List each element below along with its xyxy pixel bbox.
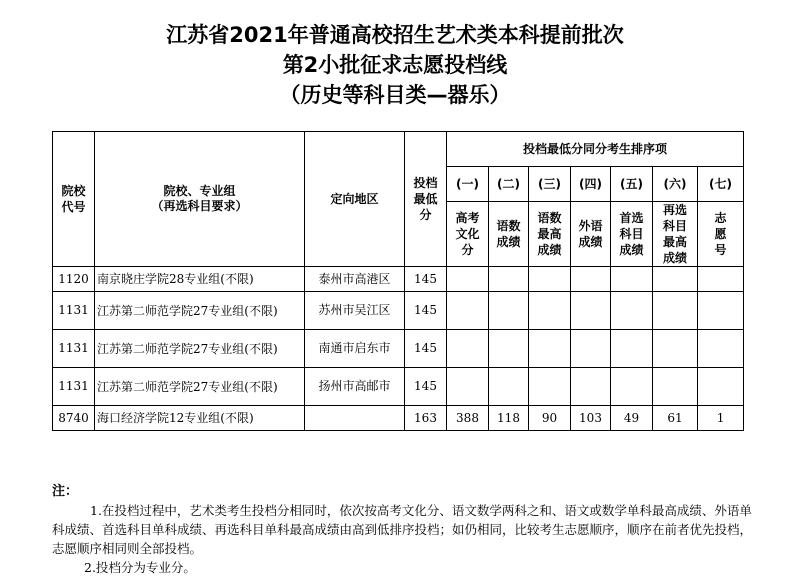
cell-tiebreak: [529, 330, 571, 368]
header-tiebreak-item: 语数最高成绩: [529, 202, 571, 267]
header-tiebreak-number: (六): [653, 167, 698, 202]
cell-name: 江苏第二师范学院27专业组(不限): [95, 368, 305, 406]
cell-tiebreak: [489, 292, 529, 330]
document-title: [0, 20, 790, 110]
cell-tiebreak: [611, 292, 653, 330]
cell-region: 泰州市高港区: [305, 267, 405, 292]
header-name: [95, 132, 305, 267]
header-tiebreak-item: 外语成绩: [571, 202, 611, 267]
cell-tiebreak: [653, 368, 698, 406]
notes-section: [52, 482, 752, 577]
header-tiebreak-item: 首选科目成绩: [611, 202, 653, 267]
header-tiebreak-item: 语数成绩: [489, 202, 529, 267]
cell-tiebreak: [653, 330, 698, 368]
cell-code: 1131: [53, 368, 95, 406]
header-code: 院校代号: [53, 132, 95, 267]
cell-name: 南京晓庄学院28专业组(不限): [95, 267, 305, 292]
header-tiebreak-group: 投档最低分同分考生排序项: [447, 132, 744, 167]
cell-tiebreak: 1: [698, 406, 744, 431]
cell-tiebreak: [529, 368, 571, 406]
cell-tiebreak: 388: [447, 406, 489, 431]
cell-tiebreak: [447, 330, 489, 368]
cell-min-score: 163: [405, 406, 447, 431]
cell-tiebreak: [611, 267, 653, 292]
notes-label: 注：: [52, 484, 79, 499]
cell-code: 1131: [53, 330, 95, 368]
cell-tiebreak: [571, 292, 611, 330]
cell-region: [305, 406, 405, 431]
cell-tiebreak: 49: [611, 406, 653, 431]
cell-tiebreak: [489, 330, 529, 368]
cell-tiebreak: [653, 292, 698, 330]
cell-tiebreak: [489, 368, 529, 406]
cell-tiebreak: 90: [529, 406, 571, 431]
header-tiebreak-item: 志愿号: [698, 202, 744, 267]
cell-tiebreak: [571, 368, 611, 406]
cell-tiebreak: [489, 267, 529, 292]
cell-min-score: 145: [405, 267, 447, 292]
title-line-2: 第2小批征求志愿投档线: [282, 53, 508, 77]
cell-code: 1131: [53, 292, 95, 330]
cell-tiebreak: [529, 267, 571, 292]
header-name-line2: （再选科目要求）: [151, 199, 248, 213]
cell-tiebreak: [447, 368, 489, 406]
cell-tiebreak: [447, 292, 489, 330]
header-region: 定向地区: [305, 132, 405, 267]
cell-tiebreak: 61: [653, 406, 698, 431]
cell-tiebreak: [529, 292, 571, 330]
header-name-line1: 院校、专业组: [163, 184, 236, 198]
title-line-3: （历史等科目类—器乐）: [279, 83, 511, 107]
cell-tiebreak: [611, 368, 653, 406]
cell-region: 苏州市吴江区: [305, 292, 405, 330]
header-tiebreak-item: 再选科目最高成绩: [653, 202, 698, 267]
cell-tiebreak: [571, 267, 611, 292]
cell-min-score: 145: [405, 368, 447, 406]
admission-score-table: [52, 131, 744, 431]
header-tiebreak-number: (三): [529, 167, 571, 202]
cell-tiebreak: 103: [571, 406, 611, 431]
table-row: [53, 406, 744, 431]
cell-tiebreak: [611, 330, 653, 368]
header-tiebreak-item: 高考文化分: [447, 202, 489, 267]
header-tiebreak-number: (二): [489, 167, 529, 202]
cell-tiebreak: [653, 267, 698, 292]
table-row: [53, 292, 744, 330]
cell-tiebreak: [571, 330, 611, 368]
cell-region: 扬州市高邮市: [305, 368, 405, 406]
table-row: [53, 267, 744, 292]
table-row: [53, 330, 744, 368]
cell-min-score: 145: [405, 330, 447, 368]
cell-min-score: 145: [405, 292, 447, 330]
cell-code: 1120: [53, 267, 95, 292]
note-item: 1.在投档过程中，艺术类考生投档分相同时，依次按高考文化分、语文数学两科之和、语文或数学单科最高成绩、外语单科成绩、首选科目单科成绩、再选科目单科最高成绩由高到低排序投档；如仍相同，比较考生志愿顺序，顺序在前者优先投档，志愿顺序相同则全部投档。: [52, 503, 753, 556]
cell-code: 8740: [53, 406, 95, 431]
cell-tiebreak: 118: [489, 406, 529, 431]
cell-tiebreak: [698, 292, 744, 330]
title-line-1: 江苏省2021年普通高校招生艺术类本科提前批次: [166, 23, 624, 47]
header-tiebreak-number: (七): [698, 167, 744, 202]
header-tiebreak-number: (一): [447, 167, 489, 202]
header-tiebreak-number: (四): [571, 167, 611, 202]
cell-name: 江苏第二师范学院27专业组(不限): [95, 330, 305, 368]
header-tiebreak-number: (五): [611, 167, 653, 202]
cell-tiebreak: [447, 267, 489, 292]
note-item: 2.投档分为专业分。: [84, 560, 196, 575]
header-min-score: 投档最低分: [405, 132, 447, 267]
cell-tiebreak: [698, 368, 744, 406]
table-row: [53, 368, 744, 406]
cell-tiebreak: [698, 330, 744, 368]
cell-name: 海口经济学院12专业组(不限): [95, 406, 305, 431]
cell-name: 江苏第二师范学院27专业组(不限): [95, 292, 305, 330]
cell-tiebreak: [698, 267, 744, 292]
cell-region: 南通市启东市: [305, 330, 405, 368]
